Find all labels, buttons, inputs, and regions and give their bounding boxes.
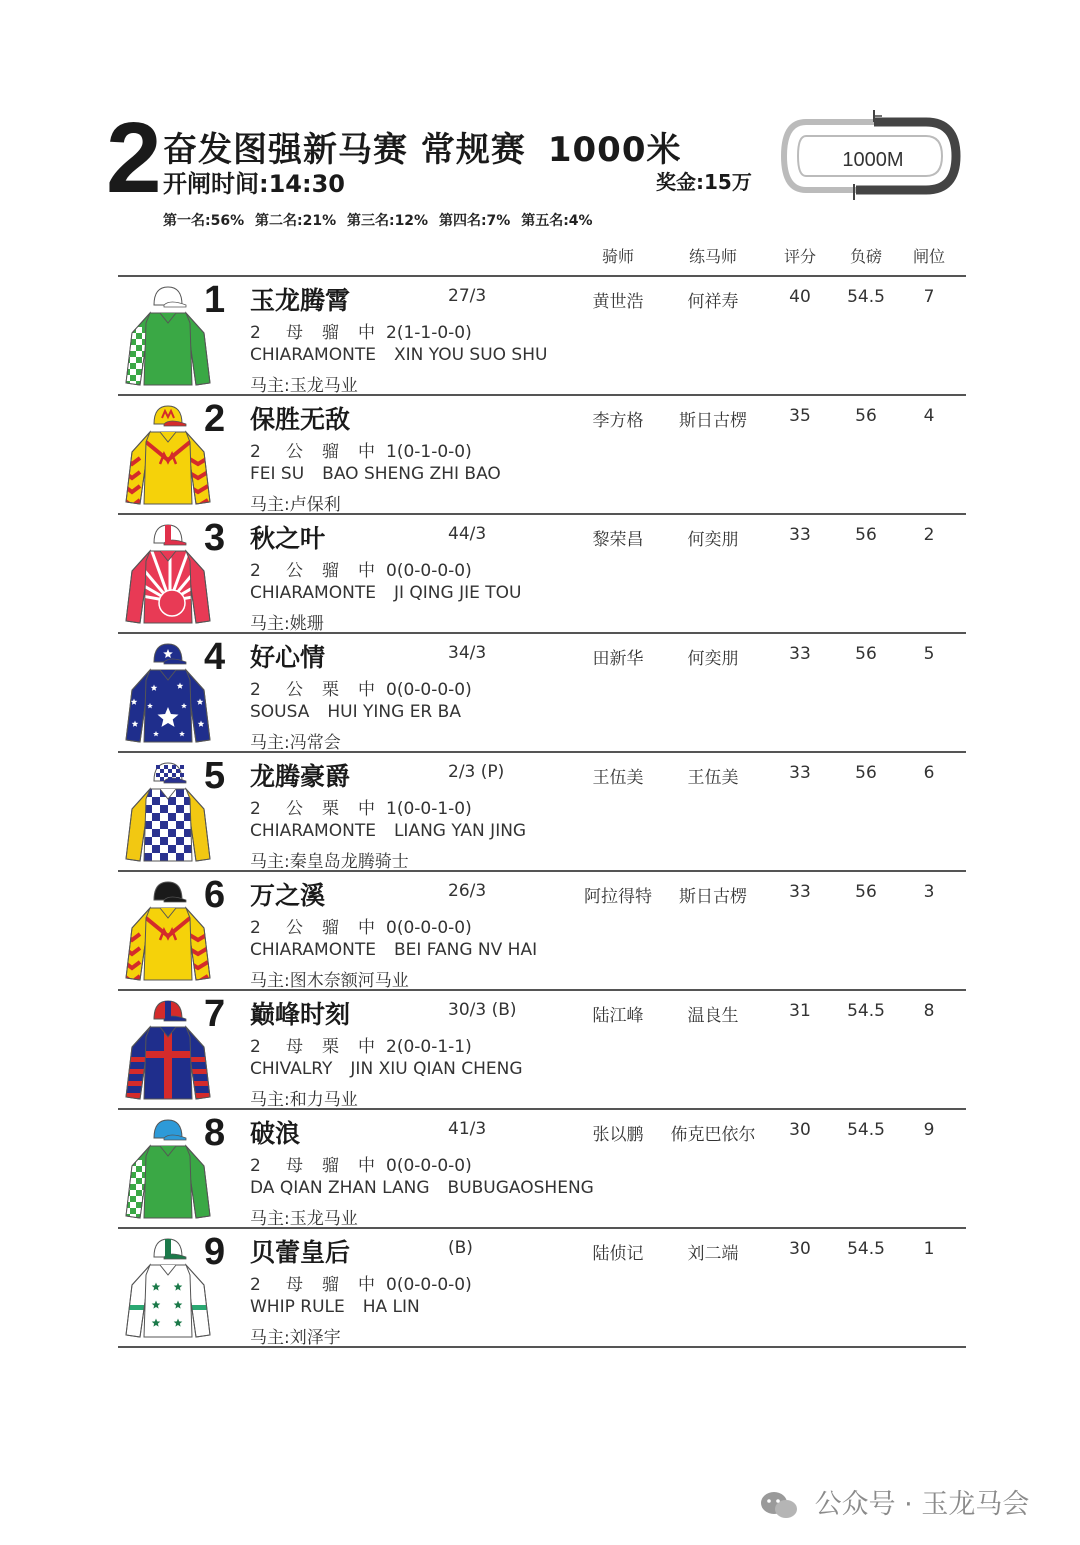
horse-owner: 马主:卢保利	[250, 495, 341, 515]
jockey-name: 黄世浩	[592, 292, 644, 312]
horse-sire: CHIARAMONTE	[250, 345, 376, 365]
horse-sex: 母	[286, 1156, 303, 1176]
horse-name: 破浪	[250, 1119, 301, 1148]
horse-rating: 40	[789, 287, 811, 307]
horse-color: 栗	[322, 1037, 339, 1057]
horse-pedigree	[250, 940, 537, 960]
watermark-text: 公众号 · 玉龙马会	[814, 1489, 1030, 1520]
runner-row	[0, 1110, 1080, 1228]
horse-dam: BEI FANG NV HAI	[393, 940, 538, 960]
horse-weight: 56	[855, 525, 877, 545]
header-rating: 评分	[783, 247, 817, 266]
horse-sex: 公	[286, 442, 303, 462]
horse-odds: 34/3	[448, 643, 487, 663]
horse-gate: 8	[923, 1001, 935, 1021]
horse-sire: SOUSA	[250, 702, 310, 722]
horse-owner: 马主:姚珊	[250, 614, 324, 634]
horse-name: 玉龙腾霄	[250, 286, 351, 315]
horse-weight: 54.5	[847, 1239, 885, 1259]
horse-sire: CHIVALRY	[250, 1059, 333, 1079]
horse-sex: 公	[286, 799, 303, 819]
horse-age: 2	[250, 918, 261, 938]
prize-money: 奖金:15万	[656, 170, 752, 194]
jockey-silks-icon	[120, 283, 216, 393]
horse-number: 5	[204, 755, 226, 797]
jockey-name: 黎荣昌	[592, 530, 644, 550]
horse-gate: 3	[923, 882, 935, 902]
horse-profile	[250, 556, 472, 581]
horse-number: 6	[204, 874, 226, 916]
horse-sex: 母	[286, 323, 303, 343]
horse-gate: 7	[923, 287, 935, 307]
horse-gate: 1	[923, 1239, 935, 1259]
horse-name: 巅峰时刻	[250, 1000, 351, 1029]
horse-sire: WHIP RULE	[250, 1297, 345, 1317]
horse-dam: HA LIN	[362, 1297, 420, 1317]
horse-name: 龙腾豪爵	[250, 762, 351, 791]
wechat-icon	[760, 1491, 798, 1521]
prize-share-3: 第三名:12%	[346, 213, 429, 229]
horse-age: 2	[250, 442, 261, 462]
horse-size: 中	[358, 323, 375, 343]
horse-sex: 母	[286, 1275, 303, 1295]
prize-share-1: 第一名:56%	[163, 213, 245, 229]
prize-share-4: 第四名:7%	[438, 213, 511, 229]
horse-dam: XIN YOU SUO SHU	[393, 345, 548, 365]
horse-pedigree	[250, 583, 521, 603]
trainer-name: 斯日古楞	[679, 887, 747, 907]
horse-age: 2	[250, 323, 261, 343]
horse-pedigree	[250, 1059, 523, 1079]
runner-row	[0, 753, 1080, 871]
horse-record: 0(0-0-0-0)	[386, 561, 472, 581]
jockey-name: 李方格	[592, 411, 644, 431]
runner-row	[0, 872, 1080, 990]
prize-share-5: 第五名:4%	[521, 213, 593, 229]
horse-profile	[250, 794, 472, 819]
horse-record: 2(1-1-0-0)	[386, 323, 472, 343]
horse-age: 2	[250, 680, 261, 700]
trainer-name: 斯日古楞	[679, 411, 747, 431]
horse-record: 0(0-0-0-0)	[386, 1275, 472, 1295]
horse-record: 0(0-0-0-0)	[386, 918, 472, 938]
runner-row	[0, 634, 1080, 752]
horse-rating: 30	[789, 1120, 811, 1140]
horse-number: 8	[204, 1112, 226, 1154]
horse-name: 万之溪	[250, 881, 326, 910]
horse-color: 骝	[322, 1156, 339, 1176]
horse-odds: (B)	[448, 1238, 473, 1258]
jockey-name: 陆侦记	[592, 1244, 644, 1264]
horse-sire: FEI SU	[250, 464, 305, 484]
horse-number: 4	[204, 636, 226, 678]
horse-weight: 56	[855, 882, 877, 902]
horse-record: 1(0-0-1-0)	[386, 799, 472, 819]
trainer-name: 何奕朋	[687, 530, 739, 550]
trainer-name: 何奕朋	[687, 649, 739, 669]
horse-profile	[250, 1270, 472, 1295]
trainer-name: 王伍美	[687, 768, 739, 788]
horse-color: 骝	[322, 561, 339, 581]
horse-weight: 54.5	[847, 287, 885, 307]
horse-weight: 54.5	[847, 1001, 885, 1021]
runner-row	[0, 396, 1080, 514]
jockey-name: 阿拉得特	[584, 887, 652, 907]
jockey-silks-icon	[120, 878, 216, 988]
race-distance: 1000米	[547, 130, 682, 170]
horse-odds: 2/3 (P)	[448, 762, 505, 782]
runner-row	[0, 1229, 1080, 1347]
jockey-silks-icon	[120, 997, 216, 1107]
watermark	[760, 1482, 1029, 1521]
horse-pedigree	[250, 345, 547, 365]
horse-sex: 公	[286, 561, 303, 581]
trainer-name: 何祥寿	[687, 292, 739, 312]
jockey-silks-icon	[120, 759, 216, 869]
horse-record: 0(0-0-0-0)	[386, 1156, 472, 1176]
horse-record: 2(0-0-1-1)	[386, 1037, 472, 1057]
race-number: 2	[106, 102, 162, 214]
horse-dam: HUI YING ER BA	[327, 702, 461, 722]
trainer-name: 佈克巴依尔	[670, 1125, 756, 1145]
horse-age: 2	[250, 561, 261, 581]
horse-rating: 30	[789, 1239, 811, 1259]
horse-number: 7	[204, 993, 226, 1035]
horse-name: 贝蕾皇后	[250, 1238, 351, 1267]
runner-row	[0, 515, 1080, 633]
horse-sire: CHIARAMONTE	[250, 583, 376, 603]
jockey-silks-icon	[120, 1116, 216, 1226]
jockey-silks-icon	[120, 402, 216, 512]
header-trainer: 练马师	[688, 247, 738, 266]
horse-rating: 33	[789, 882, 811, 902]
start-time: 开闸时间:14:30	[163, 170, 345, 198]
horse-rating: 33	[789, 525, 811, 545]
horse-dam: JIN XIU QIAN CHENG	[350, 1059, 523, 1079]
horse-odds: 27/3	[448, 286, 487, 306]
jockey-name: 张以鹏	[592, 1125, 644, 1145]
horse-color: 骝	[322, 918, 339, 938]
jockey-name: 田新华	[592, 649, 644, 669]
horse-dam: JI QING JIE TOU	[393, 583, 522, 603]
horse-size: 中	[358, 1037, 375, 1057]
horse-owner: 马主:图木奈额河马业	[250, 971, 409, 991]
header-jockey: 骑师	[601, 247, 635, 266]
horse-odds: 44/3	[448, 524, 487, 544]
horse-record: 0(0-0-0-0)	[386, 680, 472, 700]
horse-odds: 41/3	[448, 1119, 487, 1139]
header-gate: 闸位	[912, 247, 946, 266]
horse-pedigree	[250, 702, 461, 722]
horse-size: 中	[358, 442, 375, 462]
horse-weight: 56	[855, 406, 877, 426]
horse-number: 9	[204, 1231, 226, 1273]
track-distance-label: 1000M	[842, 149, 904, 171]
horse-color: 栗	[322, 799, 339, 819]
horse-pedigree	[250, 1297, 420, 1317]
jockey-name: 王伍美	[592, 768, 644, 788]
horse-owner: 马主:和力马业	[250, 1090, 358, 1110]
track-diagram	[776, 108, 966, 204]
jockey-silks-icon	[120, 1235, 216, 1345]
horse-rating: 31	[789, 1001, 811, 1021]
horse-size: 中	[358, 1156, 375, 1176]
horse-profile	[250, 437, 472, 462]
runner-row	[0, 991, 1080, 1109]
horse-gate: 2	[923, 525, 935, 545]
header-weight: 负磅	[849, 247, 883, 266]
horse-sex: 公	[286, 918, 303, 938]
trainer-name: 温良生	[687, 1006, 739, 1026]
horse-owner: 马主:刘泽宇	[250, 1328, 341, 1348]
horse-profile	[250, 913, 472, 938]
horse-owner: 马主:秦皇岛龙腾骑士	[250, 852, 409, 872]
horse-color: 骝	[322, 442, 339, 462]
horse-sex: 公	[286, 680, 303, 700]
horse-profile	[250, 1032, 472, 1057]
horse-profile	[250, 1151, 472, 1176]
horse-number: 2	[204, 398, 226, 440]
prize-distribution	[163, 210, 599, 230]
horse-dam: BAO SHENG ZHI BAO	[322, 464, 501, 484]
horse-owner: 马主:冯常会	[250, 733, 341, 753]
jockey-silks-icon	[120, 640, 216, 750]
horse-weight: 56	[855, 763, 877, 783]
horse-size: 中	[358, 561, 375, 581]
trainer-name: 刘二端	[687, 1244, 739, 1264]
horse-owner: 马主:玉龙马业	[250, 1209, 358, 1229]
horse-age: 2	[250, 1275, 261, 1295]
horse-sire: DA QIAN ZHAN LANG	[250, 1178, 430, 1198]
horse-dam: BUBUGAOSHENG	[447, 1178, 594, 1198]
horse-size: 中	[358, 918, 375, 938]
runner-row	[0, 277, 1080, 395]
jockey-name: 陆江峰	[592, 1006, 644, 1026]
horse-rating: 33	[789, 763, 811, 783]
row-divider	[118, 1346, 966, 1348]
horse-age: 2	[250, 799, 261, 819]
horse-sex: 母	[286, 1037, 303, 1057]
horse-age: 2	[250, 1037, 261, 1057]
horse-pedigree	[250, 821, 526, 841]
horse-color: 骝	[322, 323, 339, 343]
horse-size: 中	[358, 680, 375, 700]
horse-gate: 5	[923, 644, 935, 664]
horse-size: 中	[358, 1275, 375, 1295]
horse-owner: 马主:玉龙马业	[250, 376, 358, 396]
horse-odds: 30/3 (B)	[448, 1000, 517, 1020]
horse-gate: 6	[923, 763, 935, 783]
jockey-silks-icon	[120, 521, 216, 631]
horse-weight: 56	[855, 644, 877, 664]
horse-age: 2	[250, 1156, 261, 1176]
horse-sire: CHIARAMONTE	[250, 940, 376, 960]
horse-name: 秋之叶	[250, 524, 326, 553]
horse-color: 骝	[322, 1275, 339, 1295]
horse-odds: 26/3	[448, 881, 487, 901]
horse-pedigree	[250, 464, 501, 484]
horse-record: 1(0-1-0-0)	[386, 442, 472, 462]
horse-pedigree	[250, 1178, 594, 1198]
horse-number: 3	[204, 517, 226, 559]
horse-gate: 9	[923, 1120, 935, 1140]
horse-number: 1	[204, 279, 226, 321]
race-name: 奋发图强新马赛 常规赛	[163, 130, 526, 170]
horse-profile	[250, 675, 472, 700]
horse-gate: 4	[923, 406, 935, 426]
horse-name: 保胜无敌	[250, 405, 351, 434]
prize-share-2: 第二名:21%	[254, 213, 337, 229]
horse-profile	[250, 318, 472, 343]
horse-weight: 54.5	[847, 1120, 885, 1140]
horse-name: 好心情	[250, 643, 326, 672]
horse-color: 栗	[322, 680, 339, 700]
horse-rating: 35	[789, 406, 811, 426]
horse-dam: LIANG YAN JING	[393, 821, 527, 841]
horse-size: 中	[358, 799, 375, 819]
horse-rating: 33	[789, 644, 811, 664]
horse-sire: CHIARAMONTE	[250, 821, 376, 841]
